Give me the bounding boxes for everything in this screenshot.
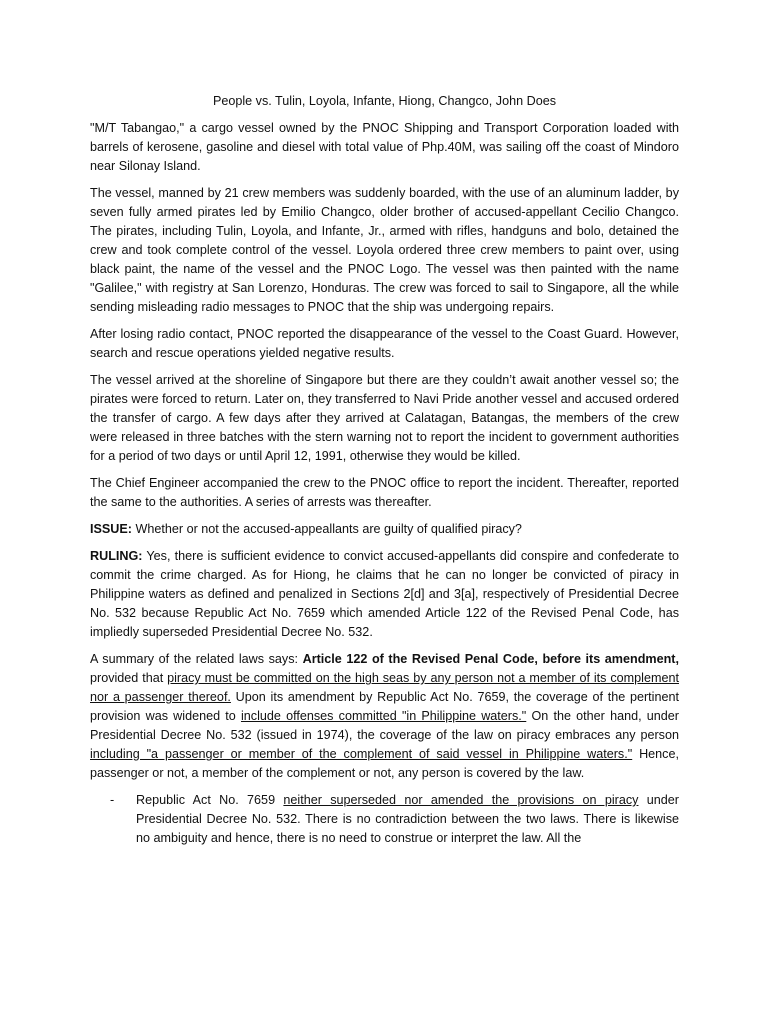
paragraph-facts-3: After losing radio contact, PNOC reported the disappearance of the vessel to the Coast Guard. However, search and rescue operations yielded negative results. (90, 326, 679, 360)
summary-underline-2: include offenses committed "in Philippine waters." (240, 709, 527, 724)
paragraph-facts-4: The vessel arrived at the shoreline of Singapore but there are they couldn’t await another vessel so; the pirates were forced to return. Later on, they transferred to Navi Pride another vessel and accused ordered the transfer of cargo. A few days after they arrived at Calatagan, Batangas, the members of the crew were released in three batches with the stern warning not to report the incident to government authorities for a period of two days or until April 12, 1991, otherwise they would be killed. (90, 373, 679, 463)
summary-paragraph (90, 650, 679, 782)
bullet-dash: - (110, 793, 115, 808)
summary-text-5: Hence, passenger or not, a member of the complement or not, any person is covered by the law. (90, 746, 679, 780)
bullet-underline-1: neither superseded nor amended the provisions on piracy (283, 793, 639, 808)
summary-underline-3: including "a passenger or member of the complement of said vessel in Philippine waters." (90, 746, 633, 761)
bullet-text (136, 791, 679, 848)
bullet-text-1: Republic Act No. 7659 (136, 793, 284, 808)
ruling-label: RULING: (90, 549, 143, 564)
summary-text-3: Upon its amendment by Republic Act No. 7659, the coverage of the pertinent provision was widened to (90, 690, 679, 724)
paragraph-facts-2: The vessel, manned by 21 crew members was suddenly boarded, with the use of an aluminum ladder, by seven fully armed pirates led by Emilio Changco, older brother of accused-appellant Cecilio Changco. The pirates, including Tulin, Loyola, and Infante, Jr., armed with rifles, handguns and bolo, detained the crew and took complete control of the vessel. Loyola ordered three crew members to paint over, using black paint, the name of the vessel and the PNOC Logo. The vessel was then painted with the name "Galilee," with registry at San Lorenzo, Honduras. The crew was forced to sail to Singapore, all the while sending misleading radio messages to PNOC that the ship was undergoing repairs. (90, 186, 679, 314)
summary-bold-1: Article 122 of the Revised Penal Code, before its amendment, (302, 652, 679, 667)
summary-text-2: provided that (90, 671, 168, 686)
ruling-text: Yes, there is sufficient evidence to convict accused-appellants did conspire and confederate to commit the crime charged. As for Hiong, he claims that he can no longer be convicted of piracy in Philippine waters as defined and penalized in Sections 2[d] and 3[a], respectively of Presidential Decree No. 532 because Republic Act No. 7659 which amended Article 122 of the Revised Penal Code, has impliedly superseded Presidential Decree No. 532. (90, 549, 679, 640)
paragraph-facts-5: The Chief Engineer accompanied the crew to the PNOC office to report the incident. Thereafter, reported the same to the authorities. A series of arrests was thereafter. (90, 475, 679, 509)
summary-text-4: On the other hand, under Presidential Decree No. 532 (issued in 1974), the coverage of the law on piracy embraces any person (90, 709, 679, 743)
summary-underline-1: piracy must be committed on the high seas by any person not a member of its complement nor a passenger thereof. (90, 671, 679, 705)
issue-paragraph (90, 520, 679, 539)
page-title: People vs. Tulin, Loyola, Infante, Hiong, Changco, John Does (212, 94, 557, 108)
paragraph-facts-1: "M/T Tabangao," a cargo vessel owned by the PNOC Shipping and Transport Corporation loaded with barrels of kerosene, gasoline and diesel with total value of Php.40M, was sailing off the coast of Mindoro near Silonay Island. (90, 121, 679, 173)
bullet-item (110, 791, 679, 848)
issue-text: Whether or not the accused-appeallants are guilty of qualified piracy? (132, 522, 522, 537)
bullet-text-2: under Presidential Decree No. 532. There is no contradiction between the two laws. There is likewise no ambiguity and hence, there is no need to construe or interpret the law. All the (136, 793, 679, 845)
ruling-paragraph (90, 547, 679, 642)
issue-label: ISSUE: (90, 522, 132, 537)
summary-text-1: A summary of the related laws says: (90, 652, 303, 667)
